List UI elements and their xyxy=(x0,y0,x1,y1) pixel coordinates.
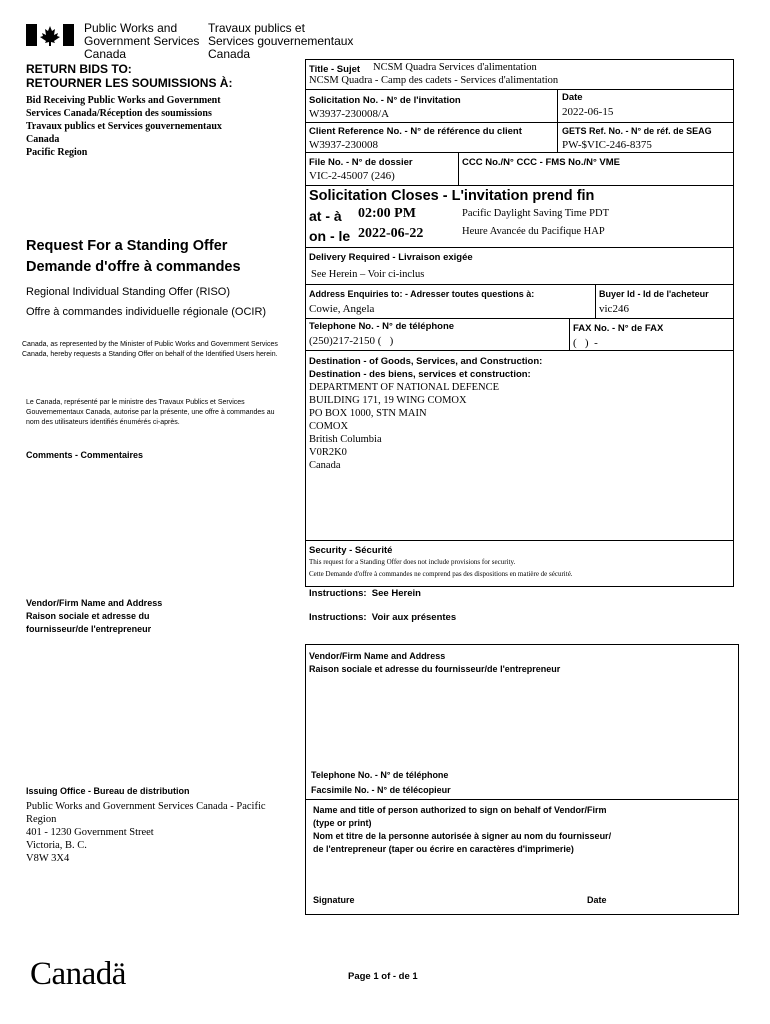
telephone-label: Telephone No. - N° de téléphone xyxy=(309,321,455,332)
intro-paragraph-fr: Le Canada, représenté par le ministre des Travaux Publics et Services Gouvernementaux Canada, autorise par la présente, une offre à commandes au nom des utilisateurs identifiés énumérés ci-après. xyxy=(26,399,275,426)
riso-text: Regional Individual Standing Offer (RISO) Offre à commandes individuelle régionale (OCIR) xyxy=(26,286,267,318)
on-label: on - le xyxy=(309,228,351,244)
closing-time: 02:00 PM xyxy=(358,206,416,221)
canada-wordmark: Canadä xyxy=(30,956,126,992)
destination-address: DEPARTMENT OF NATIONAL DEFENCE BUILDING 171, 19 WING COMOX PO BOX 1000, STN MAIN COMOX British Columbia V0R2K0 Canada xyxy=(309,382,500,471)
page-number: Page 1 of - de 1 xyxy=(348,971,418,982)
buyer-id-value: vic246 xyxy=(599,303,629,315)
file-value: VIC-2-45007 (246) xyxy=(309,170,395,182)
client-ref-label: Client Reference No. - N° de référence du client xyxy=(309,126,522,137)
security-label: Security - Sécurité xyxy=(309,545,393,556)
vendor-telephone-label: Telephone No. - N° de téléphone xyxy=(311,770,449,780)
fax-value: ( ) - xyxy=(573,337,598,349)
rfso-title: Request For a Standing Offer Demande d'offre à commandes xyxy=(26,238,241,275)
gets-value: PW-$VIC-246-8375 xyxy=(562,139,652,151)
canada-flag-icon xyxy=(26,24,74,46)
title-label: Title - Sujet xyxy=(309,64,361,75)
client-ref-value: W3937-230008 xyxy=(309,139,379,151)
instructions-en: Instructions: See Herein xyxy=(309,588,421,599)
at-label: at - à xyxy=(309,208,342,224)
delivery-value: See Herein – Voir ci-inclus xyxy=(311,269,425,280)
title-value-1: NCSM Quadra Services d'alimentation xyxy=(373,62,537,73)
vendor-fax-label: Facsimile No. - N° de télécopieur xyxy=(311,785,451,795)
intro-paragraph-en: Canada, as represented by the Minister of Public Works and Government Services Canada, hereby requests a Standing Offer on behalf of the Identified Users herein. xyxy=(22,341,278,358)
signature-date-label: Date xyxy=(587,895,607,905)
address-enquiries-label: Address Enquiries to: - Adresser toutes questions à: xyxy=(309,289,535,299)
closing-date: 2022-06-22 xyxy=(358,226,424,241)
address-enquiries-value: Cowie, Angela xyxy=(309,303,375,315)
date-value: 2022-06-15 xyxy=(562,106,614,118)
department-name-en: Public Works and Government Services Canada xyxy=(84,21,200,61)
date-label: Date xyxy=(562,92,583,103)
security-text-en: This request for a Standing Offer does not include provisions for security. xyxy=(309,558,516,566)
gets-label: GETS Ref. No. - N° de réf. de SEAG xyxy=(562,126,712,136)
file-label: File No. - N° de dossier xyxy=(309,157,413,168)
return-bids-address: Bid Receiving Public Works and Government Services Canada/Réception des soumissions Travaux publics et Services gouvernementaux Canada Pacific Region xyxy=(26,95,222,158)
closes-title: Solicitation Closes - L'invitation prend fin xyxy=(309,188,595,204)
timezone-en: Pacific Daylight Saving Time PDT xyxy=(462,208,609,219)
title-value-2: NCSM Quadra - Camp des cadets - Services d'alimentation xyxy=(309,75,559,86)
telephone-value: (250)217-2150 ( ) xyxy=(309,335,394,347)
buyer-id-label: Buyer Id - Id de l'acheteur xyxy=(599,289,709,299)
fax-label: FAX No. - N° de FAX xyxy=(573,323,664,334)
destination-label: Destination - of Goods, Services, and Construction: Destination - des biens, services et construction: xyxy=(309,356,543,380)
instructions-fr: Instructions: Voir aux présentes xyxy=(309,612,457,623)
ccc-label: CCC No./N° CCC - FMS No./N° VME xyxy=(462,157,621,168)
vendor-box-label: Vendor/Firm Name and Address Raison sociale et adresse du fournisseur/de l'entrepreneur xyxy=(309,651,561,674)
issuing-office-address: Public Works and Government Services Canada - Pacific Region 401 - 1230 Government Street Victoria, B. C. V8W 3X4 xyxy=(26,801,266,864)
comments-label: Comments - Commentaires xyxy=(26,450,144,460)
solicitation-value: W3937-230008/A xyxy=(309,108,390,120)
return-bids-title: RETURN BIDS TO: RETOURNER LES SOUMISSIONS À: xyxy=(26,62,233,90)
security-text-fr: Cette Demande d'offre à commandes ne comprend pas des dispositions en matière de sécurité. xyxy=(309,570,573,578)
timezone-fr: Heure Avancée du Pacifique HAP xyxy=(462,226,605,237)
authorized-signer-label: Name and title of person authorized to sign on behalf of Vendor/Firm (type or print) Nom et titre de la personne autorisée à signer au nom du fournisseur/ de l'entrepreneur (taper ou écrire en caractères d'imprimerie) xyxy=(313,805,612,854)
solicitation-label: Solicitation No. - N° de l'invitation xyxy=(309,95,461,106)
vendor-label-left: Vendor/Firm Name and Address Raison sociale et adresse du fournisseur/de l'entrepreneur xyxy=(26,598,163,634)
issuing-office-label: Issuing Office - Bureau de distribution xyxy=(26,786,190,796)
delivery-label: Delivery Required - Livraison exigée xyxy=(309,252,473,263)
department-name-fr: Travaux publics et Services gouvernementaux Canada xyxy=(208,21,354,61)
signature-label: Signature xyxy=(313,895,355,905)
